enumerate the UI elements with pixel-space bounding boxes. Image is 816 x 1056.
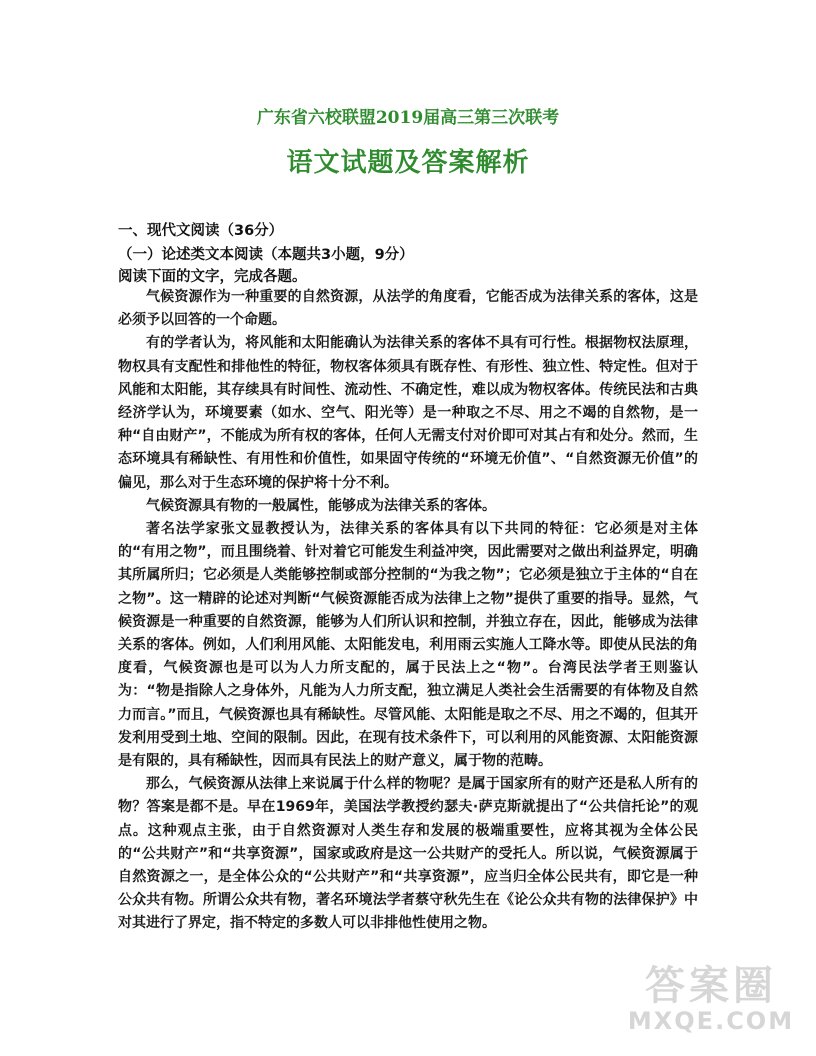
- watermark-text-en: MXQE.COM: [627, 1007, 795, 1035]
- exam-subtitle: 广东省六校联盟2019届高三第三次联考: [256, 108, 560, 128]
- page-title: 语文试题及答案解析: [286, 148, 530, 178]
- paragraph: 有的学者认为，将风能和太阳能确认为法律关系的客体不具有可行性。根据物权法原理，物权具有支配性和排他性的特征，物权客体须具有既存性、有形性、独立性、特定性。但对于风能和太阳能，其存续具有时间性、流动性、不确定性，难以成为物权客体。传统民法和古典经济学认为，环境要素（如水、空气、阳光等）是一种取之不尽、用之不竭的自然物，是一种“自由财产”，不能成为所有权的客体，任何人无需支付对价即可对其占有和处分。然而，生态环境具有稀缺性、有用性和价值性，如果固守传统的“环境无价值”、“自然资源无价值”的偏见，那么对于生态环境的保护将十分不利。: [118, 335, 698, 491]
- subsection-heading: （一）论述类文本阅读（本题共3小题，9分）: [118, 247, 414, 263]
- watermark-logo: [616, 964, 806, 1044]
- article-body: [118, 286, 698, 936]
- paragraph: 那么，气候资源从法律上来说属于什么样的物呢？是属于国家所有的财产还是私人所有的物？答案是都不是。早在1969年，美国法学教授约瑟夫·萨克斯就提出了“公共信托论”的观点。这种观点主张，由于自然资源对人类生存和发展的极端重要性，应将其视为全体公民的“公共财产”和“共享资源”，国家或政府是这一公共财产的受托人。所以说，气候资源属于自然资源之一，是全体公众的“公共财产”和“共享资源”，应当归全体公民共有，即它是一种公众共有物。所谓公众共有物，著名环境法学者蔡守秋先生在《论公众共有物的法律保护》中对其进行了界定，指不特定的多数人可以非排他性使用之物。: [118, 776, 698, 932]
- instruction-text: 阅读下面的文字，完成各题。: [118, 269, 307, 285]
- paragraph: 气候资源具有物的一般属性，能够成为法律关系的客体。: [146, 497, 496, 514]
- watermark-text-cn: 答案圈: [645, 963, 777, 1009]
- paragraph: 气候资源作为一种重要的自然资源，从法学的角度看，它能否成为法律关系的客体，这是必须予以回答的一个命题。: [118, 289, 698, 329]
- section-heading: 一、现代文阅读（36分）: [118, 223, 284, 239]
- paragraph: 著名法学家张文显教授认为，法律关系的客体具有以下共同的特征：它必须是对主体的“有用之物”，而且围绕着、针对着它可能发生利益冲突，因此需要对之做出利益界定，明确其所属所归；它必须是人类能够控制或部分控制的“为我之物”；它必须是独立于主体的“自在之物”。这一精辟的论述对判断“气候资源能否成为法律上之物”提供了重要的指导。显然，气候资源是一种重要的自然资源，能够为人们所认识和控制，并独立存在，因此，能够成为法律关系的客体。例如，人们利用风能、太阳能发电，利用雨云实施人工降水等。即使从民法的角度看，气候资源也是可以为人力所支配的，属于民法上之“物”。台湾民法学者王则鉴认为：“物是指除人之身体外，凡能为人力所支配，独立满足人类社会生活需要的有体物及自然力而言。”而且，气候资源也具有稀缺性。尽管风能、太阳能是取之不尽、用之不竭的，但其开发利用受到土地、空间的限制。因此，在现有技术条件下，可以利用的风能资源、太阳能资源是有限的，具有稀缺性，因而具有民法上的财产意义，属于物的范畴。: [118, 521, 698, 770]
